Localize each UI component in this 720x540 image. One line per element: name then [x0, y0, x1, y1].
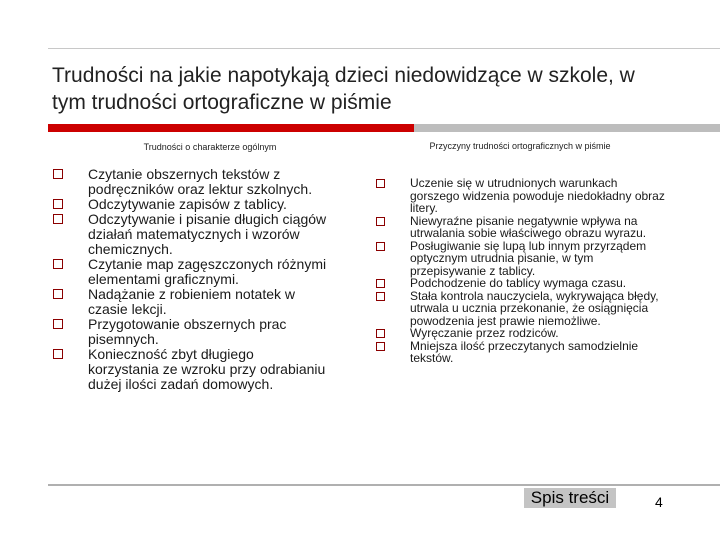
- list-item-text: Czytanie obszernych tekstów z podręczników oraz lektur szkolnych.: [88, 166, 313, 197]
- square-bullet-icon: [376, 217, 385, 226]
- square-bullet-icon: [53, 319, 63, 329]
- list-item-text: Posługiwanie się lupą lub innym przyrządem optycznym utrudnia pisanie, w tym przepisywanie z tablicy.: [410, 238, 647, 278]
- square-bullet-icon: [376, 329, 385, 338]
- list-item-text: Mniejsza ilość przeczytanych samodzielnie tekstów.: [410, 338, 639, 365]
- right-bullet-list: [410, 177, 670, 365]
- list-item-text: Uczenie się w utrudnionych warunkach gorszego widzenia powoduje niedokładny obraz litery.: [410, 176, 665, 215]
- list-item-text: Konieczność zbyt długiego korzystania ze wzroku przy odrabianiu dużej ilości zadań domowych.: [88, 346, 326, 392]
- list-item: [410, 177, 670, 215]
- left-bullet-list: [88, 167, 328, 392]
- square-bullet-icon: [53, 259, 63, 269]
- list-item-text: Podchodzenie do tablicy wymaga czasu.: [410, 276, 627, 290]
- left-column-heading: Trudności o charakterze ogólnym: [143, 142, 277, 152]
- right-column-heading: Przyczyny trudności ortograficznych w piśmie: [429, 141, 611, 151]
- list-item: [410, 340, 670, 365]
- table-of-contents-button[interactable]: Spis treści: [524, 488, 616, 508]
- list-item-text: Odczytywanie zapisów z tablicy.: [88, 196, 287, 212]
- square-bullet-icon: [53, 289, 63, 299]
- accent-bar-gray: [414, 124, 720, 132]
- page-number: 4: [655, 494, 663, 510]
- square-bullet-icon: [53, 349, 63, 359]
- bottom-rule: [48, 484, 720, 486]
- list-item-text: Niewyraźne pisanie negatywnie wpływa na utrwalania sobie właściwego obrazu wyrazu.: [410, 213, 647, 240]
- list-item: [410, 290, 670, 328]
- list-item-text: Odczytywanie i pisanie długich ciągów działań matematycznych i wzorów chemicznych.: [88, 211, 327, 257]
- accent-bar-red: [48, 124, 414, 132]
- square-bullet-icon: [376, 242, 385, 251]
- list-item: [88, 167, 328, 197]
- list-item: [410, 215, 670, 240]
- square-bullet-icon: [53, 169, 63, 179]
- list-item-text: Stała kontrola nauczyciela, wykrywająca błędy, utrwala u ucznia przekonanie, że osiągnięcia powodzenia jest prawie niemożliwe.: [410, 288, 659, 328]
- list-item: [88, 197, 328, 212]
- list-item: [88, 212, 328, 257]
- list-item-text: Przygotowanie obszernych prac pisemnych.: [88, 316, 287, 347]
- list-item-text: Wyręczanie przez rodziców.: [410, 326, 559, 340]
- slide-title: Trudności na jakie napotykają dzieci niedowidzące w szkole, w tym trudności ortograficzne w piśmie: [52, 64, 635, 114]
- list-item-text: Nadążanie z robieniem notatek w czasie lekcji.: [88, 286, 296, 317]
- square-bullet-icon: [376, 292, 385, 301]
- square-bullet-icon: [53, 214, 63, 224]
- list-item: [88, 257, 328, 287]
- square-bullet-icon: [376, 342, 385, 351]
- list-item: [88, 317, 328, 347]
- list-item-text: Czytanie map zagęszczonych różnymi elementami graficznymi.: [88, 256, 327, 287]
- square-bullet-icon: [53, 199, 63, 209]
- list-item: [88, 347, 328, 392]
- square-bullet-icon: [376, 179, 385, 188]
- square-bullet-icon: [376, 279, 385, 288]
- list-item: [88, 287, 328, 317]
- list-item: [410, 240, 670, 278]
- top-rule: [48, 48, 720, 49]
